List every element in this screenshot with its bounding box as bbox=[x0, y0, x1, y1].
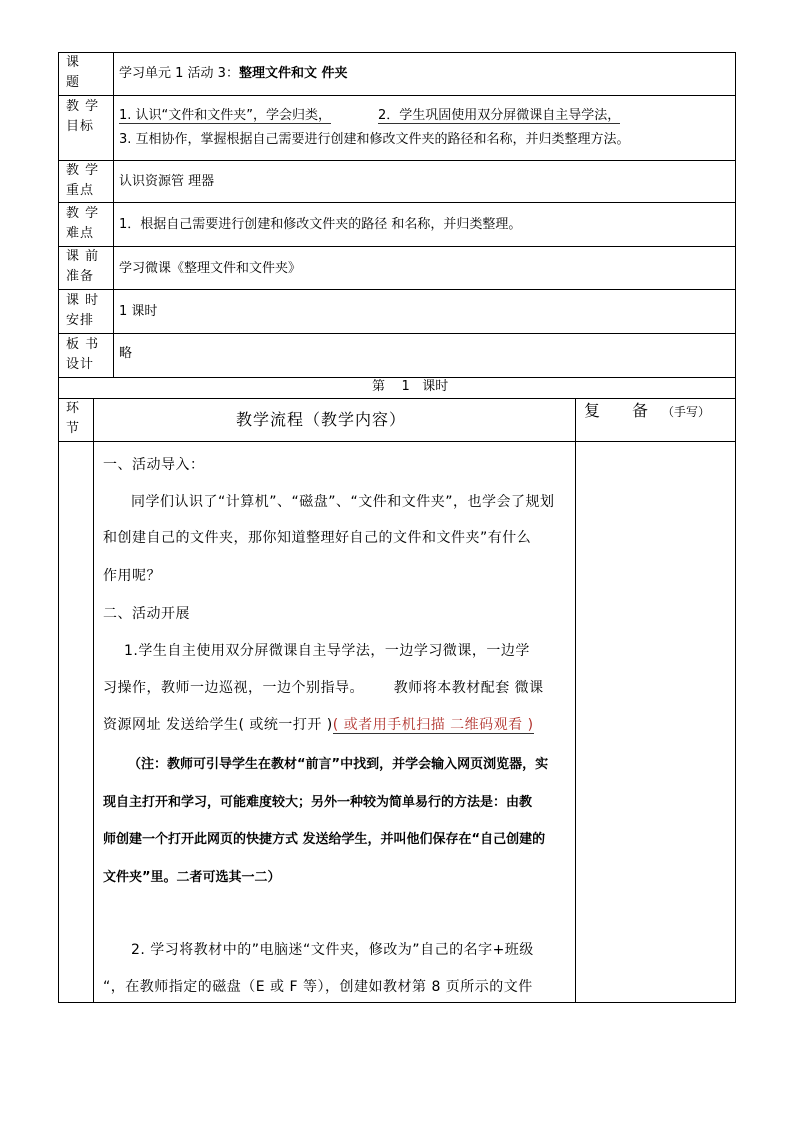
prep-column-divider bbox=[575, 398, 576, 1002]
row-divider bbox=[58, 246, 736, 247]
objective-line-1a: 1. 认识“文件和文件夹”，学会归类， bbox=[119, 108, 332, 123]
schedule-text: 1 课时 bbox=[119, 304, 158, 319]
development-heading: 二、活动开展 bbox=[103, 606, 190, 622]
objective-line-1b: 2．学生巩固使用双分屏微课自主导学法， bbox=[378, 108, 621, 123]
label-topic: 课 题 bbox=[66, 55, 81, 90]
intro-paragraph-line-2: 和创建自己的文件夹，那你知道整理好自己的文件和文件夹”有什么 bbox=[103, 530, 532, 546]
step1-line-2: 习操作，教师一边巡视，一边个别指导。 教师将本教材配套 微课 bbox=[103, 680, 544, 696]
row-divider bbox=[58, 289, 736, 290]
step2-line-1: 2. 学习将教材中的”电脑迷“文件夹，修改为”自己的名字+班级 bbox=[131, 942, 534, 958]
header-prep-a: 复 bbox=[584, 401, 601, 420]
lesson-title: 学习单元 1 活动 3：整理文件和文 件夹 bbox=[119, 66, 348, 81]
objective-line-2: 3. 互相协作，掌握根据自己需要进行创建和修改文件夹的路径和名称，并归类整理方法。 bbox=[119, 132, 630, 147]
table-border-top bbox=[58, 52, 736, 53]
note-line-3: 师创建一个打开此网页的快捷方式 发送给学生，并叫他们保存在“自己创建的 bbox=[103, 832, 546, 847]
label-column-divider bbox=[113, 52, 114, 377]
label-board-design: 板 书 设计 bbox=[66, 337, 100, 372]
label-key-points: 教 学 重点 bbox=[66, 163, 100, 198]
label-difficulties: 教 学 难点 bbox=[66, 206, 100, 241]
period-label: 第 1 课时 bbox=[372, 379, 449, 394]
row-divider bbox=[58, 95, 736, 96]
section-column-divider bbox=[93, 398, 94, 1002]
note-line-4: 文件夹”里。二者可选其一二） bbox=[103, 870, 281, 885]
step1-line-1: 1.学生自主使用双分屏微课自主导学法，一边学习微课，一边学 bbox=[124, 643, 530, 659]
row-divider bbox=[58, 333, 736, 334]
step1-line-3: 资源网址 发送给学生( 或统一打开 )( 或者用手机扫描 二维码观看 ) bbox=[103, 717, 534, 733]
label-schedule: 课 时 安排 bbox=[66, 293, 100, 328]
header-prep-b: 备 bbox=[632, 401, 649, 420]
table-border-left bbox=[58, 52, 59, 1002]
preparation-text: 学习微课《整理文件和文件夹》 bbox=[119, 261, 302, 276]
note-line-2: 现自主打开和学习，可能难度较大；另外一种较为简单易行的方法是：由教 bbox=[103, 795, 533, 810]
row-divider bbox=[58, 377, 736, 378]
step2-line-2: “，在教师指定的磁盘（E 或 F 等），创建如教材第 8 页所示的文件 bbox=[103, 979, 533, 995]
row-divider bbox=[58, 441, 736, 442]
row-divider bbox=[58, 398, 736, 399]
difficulties-text: 1．根据自己需要进行创建和修改文件夹的路径 和名称，并归类整理。 bbox=[119, 217, 522, 232]
row-divider bbox=[58, 160, 736, 161]
table-border-right bbox=[735, 52, 736, 1002]
row-divider bbox=[58, 202, 736, 203]
board-design-text: 略 bbox=[119, 346, 133, 361]
intro-paragraph-line-1: 同学们认识了“计算机”、“磁盘”、“文件和文件夹”，也学会了规划 bbox=[131, 494, 555, 510]
header-prep-note: （手写） bbox=[662, 405, 711, 419]
intro-paragraph-line-3: 作用呢？ bbox=[103, 568, 161, 584]
note-line-1: （注：教师可引导学生在教材“前言”中找到，并学会输入网页浏览器，实 bbox=[128, 757, 549, 772]
label-preparation: 课 前 准备 bbox=[66, 249, 100, 284]
qr-code-note: ( 或者用手机扫描 二维码观看 ) bbox=[332, 717, 534, 733]
header-section: 环 节 bbox=[66, 401, 81, 436]
key-points-text: 认识资源管 理器 bbox=[119, 174, 215, 189]
intro-heading: 一、活动导入： bbox=[103, 457, 205, 473]
label-objectives: 教 学 目标 bbox=[66, 99, 100, 134]
header-teaching-flow: 教学流程（教学内容） bbox=[236, 410, 407, 429]
table-border-bottom bbox=[58, 1002, 736, 1003]
